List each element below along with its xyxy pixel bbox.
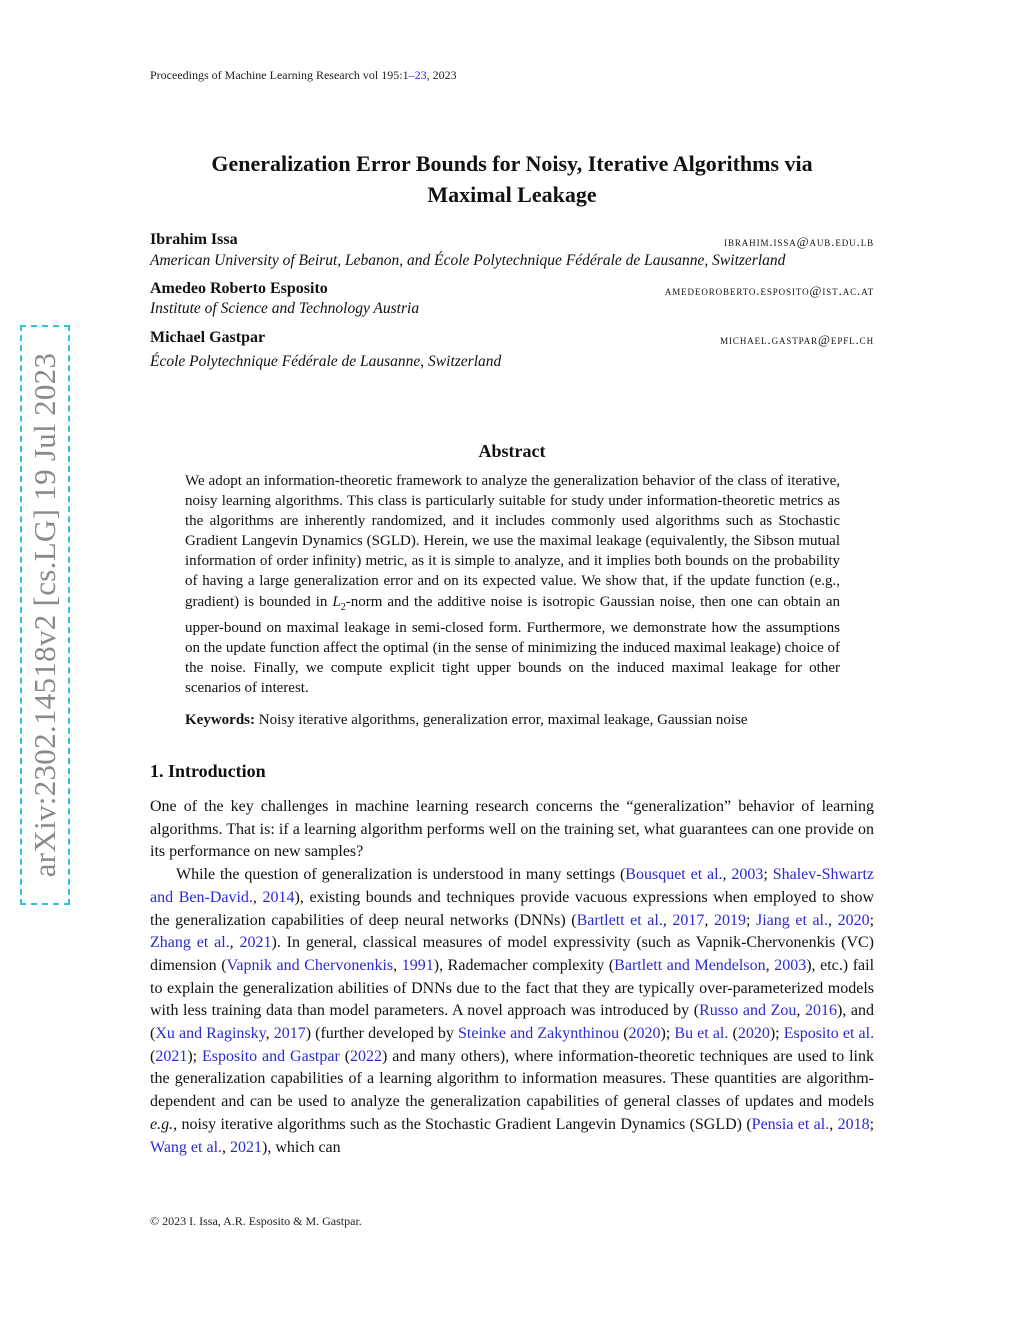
author-affiliation: American University of Beirut, Lebanon, and École Polytechnique Fédérale de Lausanne, Switzerland <box>150 252 786 269</box>
citation-link[interactable]: Wang et al. <box>150 1138 223 1156</box>
citation-link[interactable]: 2016 <box>804 1002 837 1020</box>
author-email: michael.gastpar@epfl.ch <box>720 332 874 347</box>
keywords-label: Keywords: <box>185 712 255 728</box>
citation-link[interactable]: Bousquet et al. <box>625 866 723 884</box>
citation-link[interactable]: Bartlett and Mendelson <box>614 956 766 974</box>
citation-link[interactable]: 2021 <box>155 1047 188 1065</box>
citation-link[interactable]: 2020 <box>737 1025 770 1043</box>
introduction-body <box>150 796 874 1159</box>
emphasis: e.g. <box>150 1115 174 1133</box>
citation-link[interactable]: Bartlett et al. <box>576 911 663 929</box>
citation-link[interactable]: 2017 <box>273 1025 306 1043</box>
citation-link[interactable]: 2018 <box>837 1115 870 1133</box>
author-email: ibrahim.issa@aub.edu.lb <box>724 234 874 249</box>
citation-link[interactable]: 2021 <box>239 934 272 952</box>
citation-link[interactable]: Russo and Zou <box>699 1002 797 1020</box>
citation-link[interactable]: Shalev-Shwartz and Ben-David. <box>150 866 875 906</box>
citation-link[interactable]: Xu and Raginsky <box>155 1025 266 1043</box>
citation-link[interactable]: 2020 <box>628 1025 661 1043</box>
citation-link[interactable]: Esposito and Gastpar <box>202 1047 340 1065</box>
page-range-dash[interactable]: – <box>408 68 415 82</box>
copyright-footer: © 2023 I. Issa, A.R. Esposito & M. Gastpar. <box>150 1214 362 1228</box>
running-header: Proceedings of Machine Learning Research vol 195:1–23, 2023 <box>150 68 457 82</box>
author-name: Ibrahim Issa <box>150 231 238 248</box>
citation-link[interactable]: 2003 <box>731 866 764 884</box>
section-heading-introduction: 1. Introduction <box>150 761 266 781</box>
paper-title: Generalization Error Bounds for Noisy, Iterative Algorithms via Maximal Leakage <box>211 151 813 207</box>
citation-link[interactable]: Steinke and Zakynthinou <box>458 1025 620 1043</box>
paragraph: One of the key challenges in machine learning research concerns the “generalization” behavior of learning algorithms. That is: if a learning algorithm performs well on the training set, what guarantees can one provide on its performance on new samples? <box>150 798 874 861</box>
citation-link[interactable]: 2014 <box>262 888 295 906</box>
citation-link[interactable]: 2017 <box>672 911 705 929</box>
citation-link[interactable]: Bu et al. <box>674 1025 729 1043</box>
paragraph: While the question of generalization is understood in many settings (Bousquet et al., 2003; Shalev-Shwartz and Ben-David., 2014), existing bounds and techniques provide vacuous expressions when employed to show the generalization capabilities of deep neural networks (DNNs) (Bartlett et al., 2017, 2019; Jiang et al., 2020; Zhang et al., 2021). In general, classical measures of model expressivity (such as Vapnik-Chervonenkis (VC) dimension (Vapnik and Chervonenkis, 1991), Rademacher complexity (Bartlett and Mendelson, 2003), etc.) fail to explain the generalization abilities of DNNs due to the fact that they are typically over-parameterized models with less training data than model parameters. A novel approach was introduced by (Russo and Zou, 2016), and (Xu and Raginsky, 2017) (further developed by Steinke and Zakynthinou (2020); Bu et al. (2020); Esposito et al. (2021); Esposito and Gastpar (2022) and many others), where information-theoretic techniques are used to link the generalization capabilities of a learning algorithm to information measures. These quantities are algorithm-dependent and can be used to analyze the generalization capabilities of general classes of updates and models e.g., noisy iterative algorithms such as the Stochastic Gradient Langevin Dynamics (SGLD) (Pensia et al., 2018; Wang et al., 2021), which can <box>150 866 875 1156</box>
keywords: Keywords: Noisy iterative algorithms, generalization error, maximal leakage, Gaussian noise <box>185 712 748 728</box>
citation-link[interactable]: Zhang et al. <box>150 934 230 952</box>
author-affiliation: École Polytechnique Fédérale de Lausanne, Switzerland <box>150 353 502 370</box>
citation-link[interactable]: Esposito et al. <box>783 1025 875 1043</box>
author-email: amedeoroberto.esposito@ist.ac.at <box>664 283 874 298</box>
math-L: L <box>332 593 341 610</box>
author-name: Amedeo Roberto Esposito <box>150 280 328 297</box>
last-page-link[interactable]: 23 <box>414 68 427 82</box>
author-name: Michael Gastpar <box>150 329 266 346</box>
abstract-text: We adopt an information-theoretic framework to analyze the generalization behavior of the class of iterative, noisy learning algorithms. This class is particularly suitable for study under information-theoretic metrics as the algorithms are inherently randomized, and it includes commonly used algorithms such as Stochastic Gradient Langevin Dynamics (SGLD). Herein, we use the maximal leakage (equivalently, the Sibson mutual information of order infinity) metric, as it is simple to analyze, and it implies both bounds on the probability of having a large generalization error and on its expected value. We show that, if the update function (e.g., gradient) is bounded in $L_2$-norm and the additive noise is isotropic Gaussian noise, then one can obtain an upper-bound on maximal leakage in semi-closed form. Furthermore, we demonstrate how the assumptions on the update function affect the optimal (in the sense of minimizing the induced maximal leakage) choice of the noise. Finally, we compute explicit tight upper bounds on the induced maximal leakage for other scenarios of interest. <box>185 473 840 696</box>
citation-link[interactable]: Vapnik and Chervonenkis <box>226 956 394 974</box>
citation-link[interactable]: 2003 <box>774 956 807 974</box>
math-subscript: 2 <box>340 601 346 613</box>
abstract-heading: Abstract <box>478 441 546 461</box>
citation-link[interactable]: Pensia et al. <box>751 1115 830 1133</box>
author-affiliation: Institute of Science and Technology Austria <box>150 300 420 317</box>
citation-link[interactable]: 2019 <box>713 911 746 929</box>
citation-link[interactable]: 2020 <box>837 911 870 929</box>
citation-link[interactable]: 1991 <box>401 956 434 974</box>
arxiv-identifier-stamp[interactable]: arXiv:2302.14518v2 [cs.LG] 19 Jul 2023 <box>20 325 70 905</box>
citation-link[interactable]: 2021 <box>230 1138 263 1156</box>
citation-link[interactable]: 2022 <box>350 1047 383 1065</box>
citation-link[interactable]: Jiang et al. <box>756 911 829 929</box>
